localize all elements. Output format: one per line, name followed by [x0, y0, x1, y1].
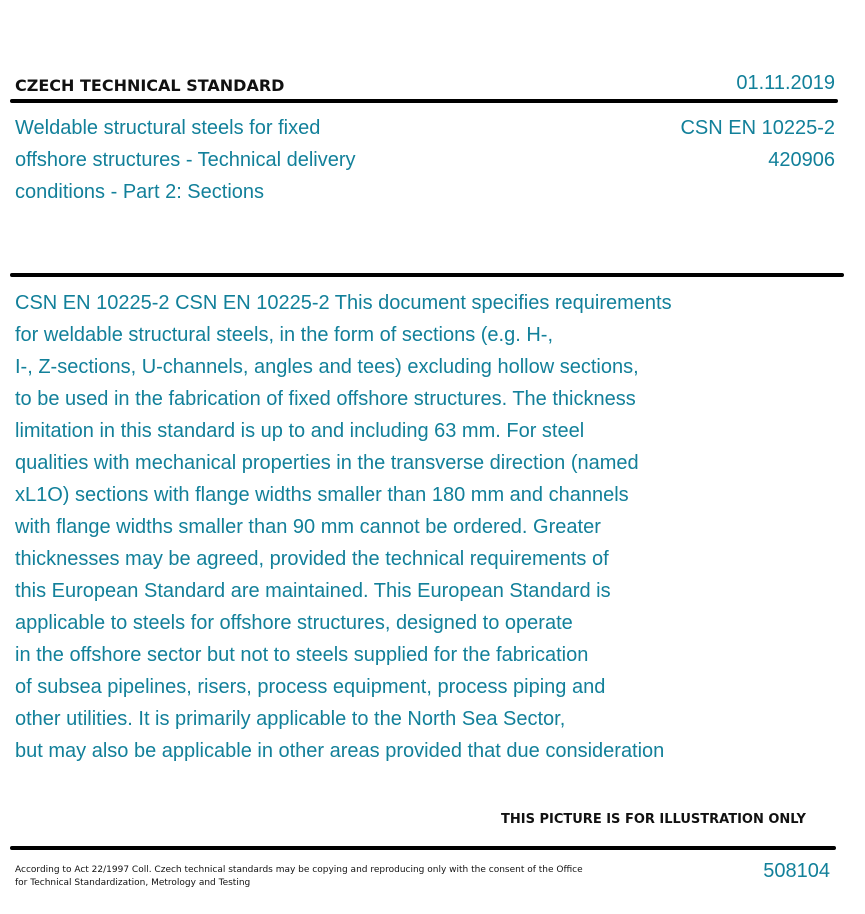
- title-line: offshore structures - Technical delivery: [15, 149, 356, 171]
- publication-date: 01.11.2019: [736, 72, 835, 94]
- abstract-line: I-, Z-sections, U-channels, angles and tees) excluding hollow sections,: [15, 356, 639, 378]
- legal-line: According to Act 22/1997 Coll. Czech technical standards may be copying and reproducing only with the consent of the Office: [15, 865, 583, 875]
- abstract-line: CSN EN 10225-2 CSN EN 10225-2 This document specifies requirements: [15, 292, 672, 314]
- legal-line: for Technical Standardization, Metrology and Testing: [15, 878, 251, 888]
- footer-divider: [10, 846, 836, 850]
- title-divider: [10, 273, 844, 277]
- abstract-line: xL1O) sections with flange widths smaller than 180 mm and channels: [15, 484, 629, 506]
- abstract-line: in the offshore sector but not to steels supplied for the fabrication: [15, 644, 589, 666]
- abstract-line: but may also be applicable in other areas provided that due consideration: [15, 740, 665, 762]
- catalog-number: 508104: [763, 860, 830, 882]
- illustration-disclaimer: THIS PICTURE IS FOR ILLUSTRATION ONLY: [501, 812, 806, 827]
- title-line: conditions - Part 2: Sections: [15, 181, 265, 203]
- abstract-line: with flange widths smaller than 90 mm cannot be ordered. Greater: [15, 516, 601, 538]
- classification-code: 420906: [768, 149, 835, 171]
- header-divider: [10, 99, 838, 103]
- standard-number: CSN EN 10225-2: [680, 117, 835, 139]
- standard-label: CZECH TECHNICAL STANDARD: [15, 76, 285, 95]
- abstract-line: to be used in the fabrication of fixed offshore structures. The thickness: [15, 388, 636, 410]
- abstract-line: limitation in this standard is up to and including 63 mm. For steel: [15, 420, 585, 442]
- abstract-line: of subsea pipelines, risers, process equipment, process piping and: [15, 676, 606, 698]
- abstract-line: applicable to steels for offshore structures, designed to operate: [15, 612, 573, 634]
- abstract-line: qualities with mechanical properties in the transverse direction (named: [15, 452, 639, 474]
- abstract-line: for weldable structural steels, in the form of sections (e.g. H-,: [15, 324, 553, 346]
- abstract-line: other utilities. It is primarily applicable to the North Sea Sector,: [15, 708, 566, 730]
- abstract-line: thicknesses may be agreed, provided the technical requirements of: [15, 548, 609, 570]
- title-line: Weldable structural steels for fixed: [15, 117, 321, 139]
- abstract-line: this European Standard are maintained. This European Standard is: [15, 580, 611, 602]
